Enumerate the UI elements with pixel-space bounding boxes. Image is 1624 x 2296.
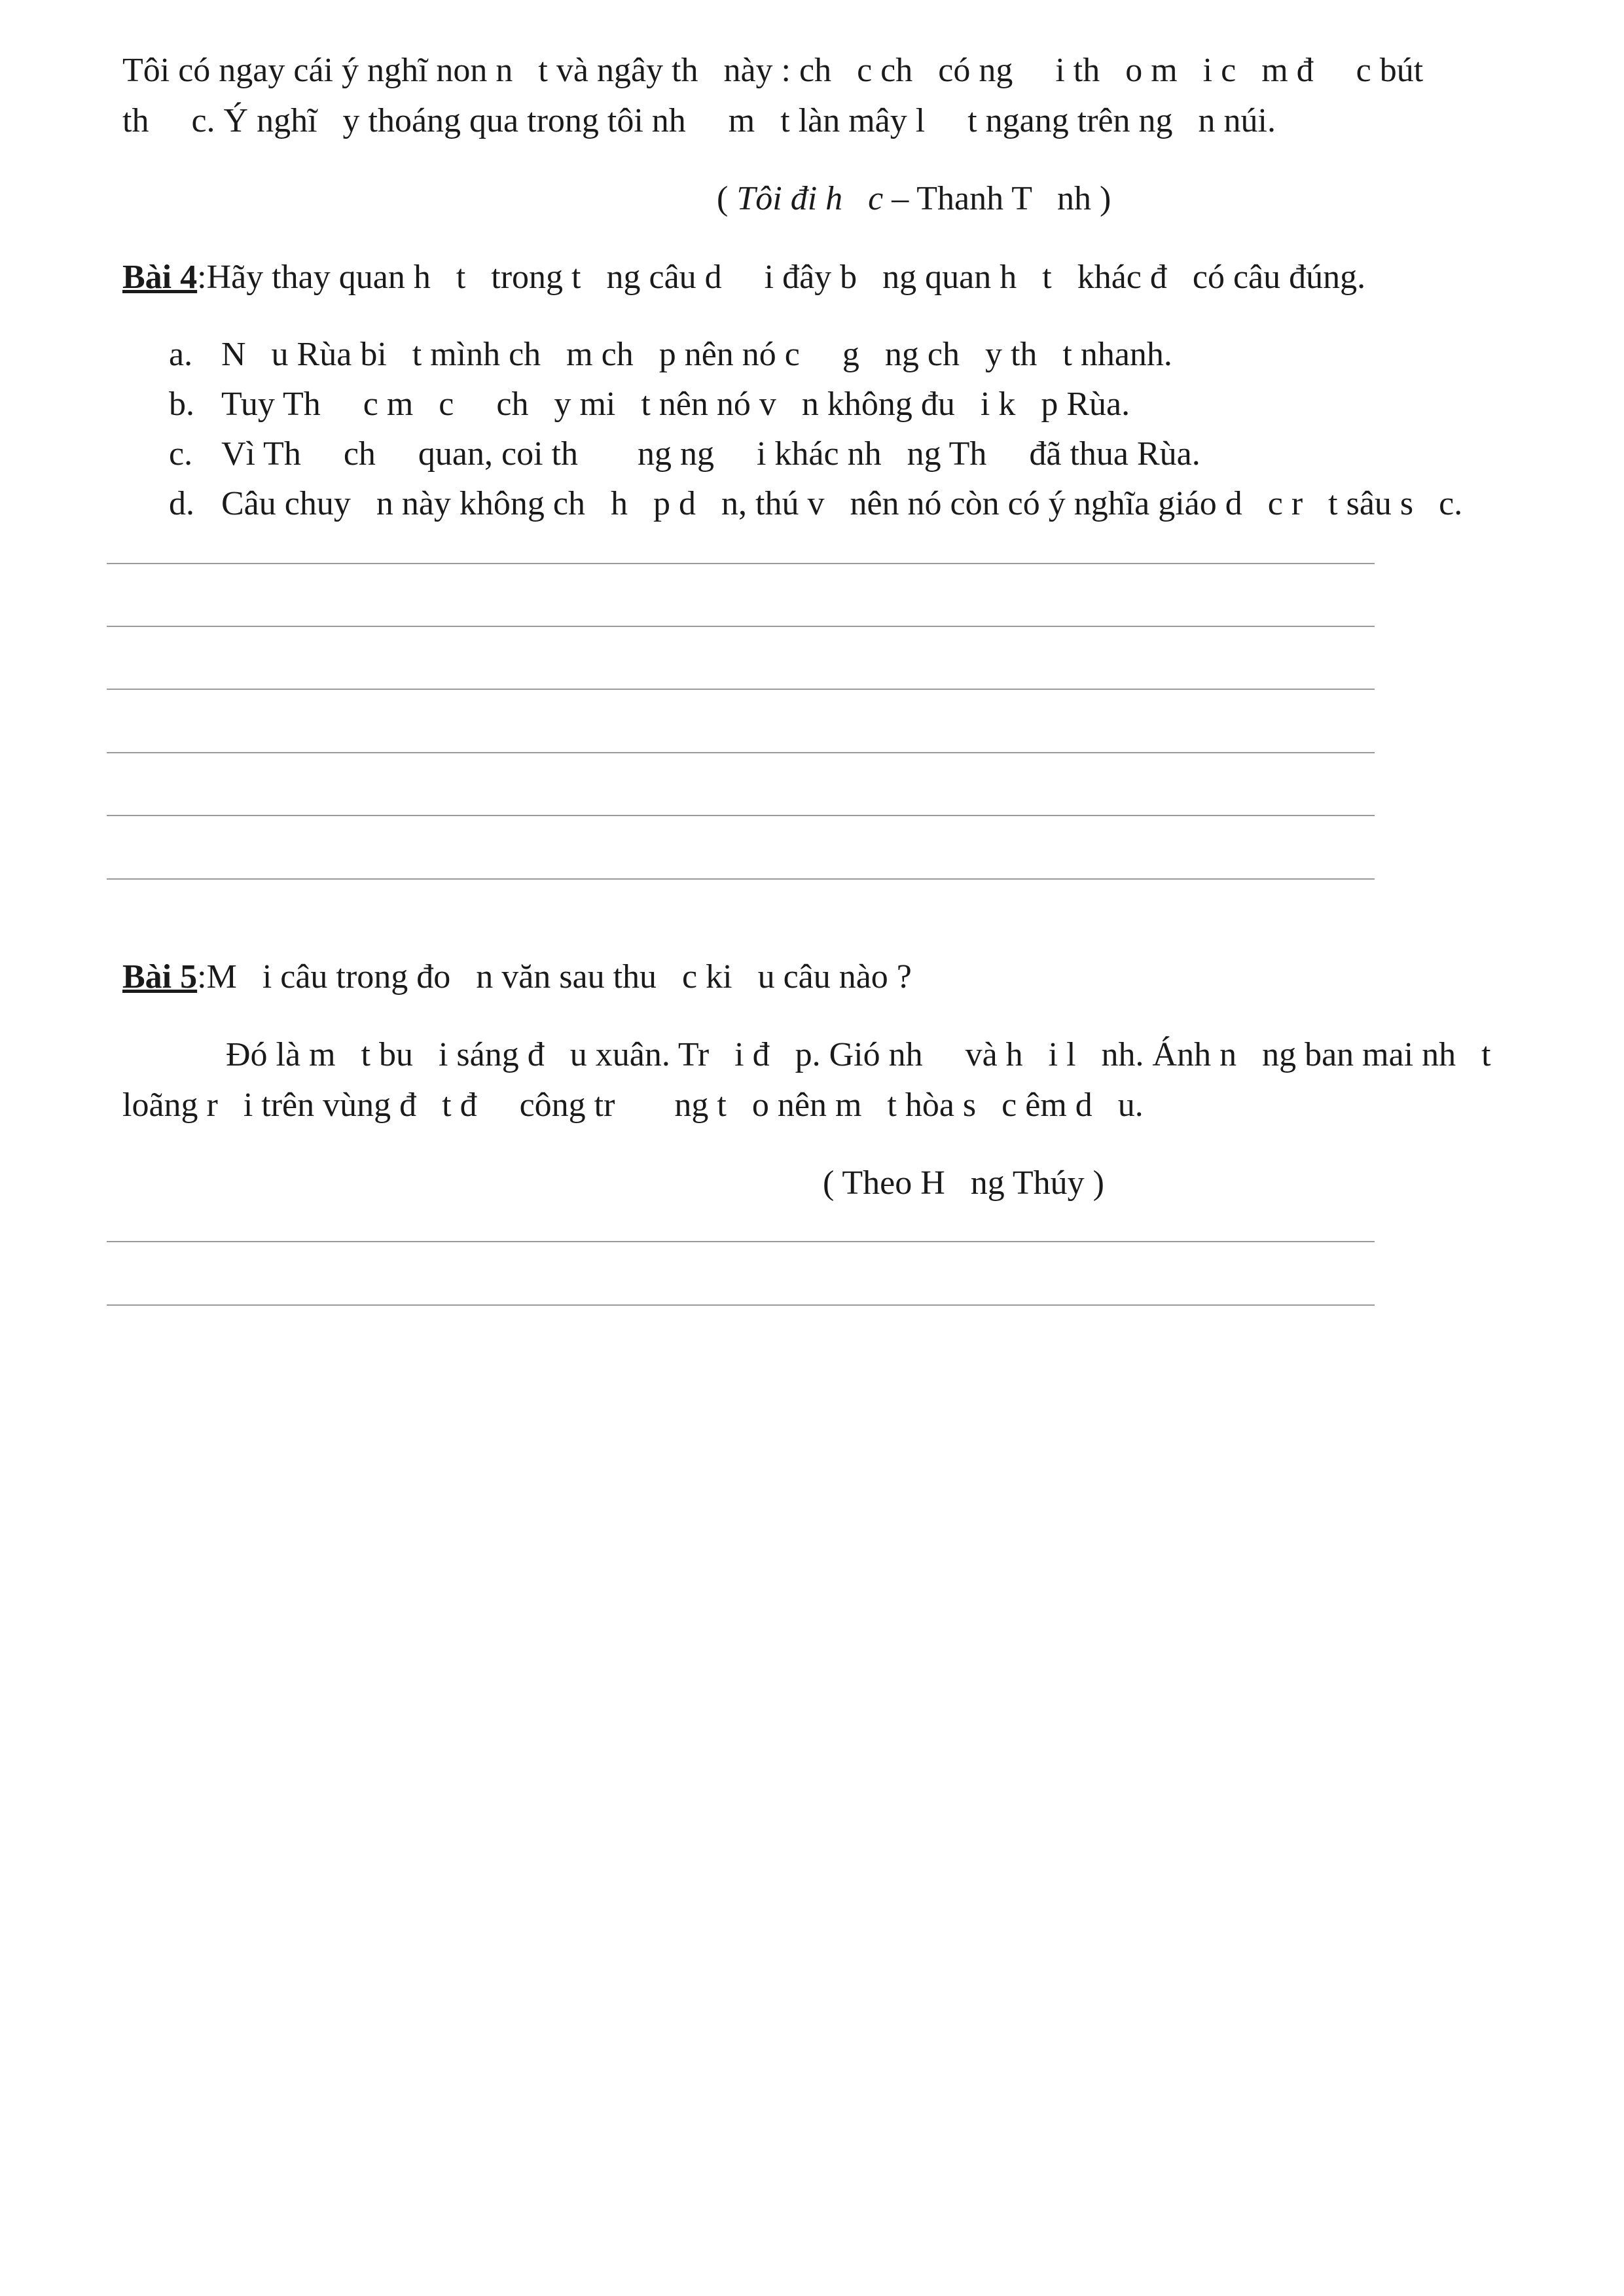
passage1-source [717,179,1111,219]
answer-line [107,878,1375,880]
answer-line [107,752,1375,753]
passage1-line2: th c. Ý nghĩ y thoáng qua trong tôi nh m t làn mây l t ngang trên ng n núi. [122,102,1276,139]
answer-line [107,815,1375,816]
answer-line [107,563,1375,564]
answer-line [107,689,1375,690]
list-item-text: N u Rùa bi t mình ch m ch p nên nó c g ng ch y th t nhanh. [221,336,1172,373]
bai5-prompt: :M i câu trong đo n văn sau thu c ki u câu nào ? [197,958,912,996]
bai5-label: Bài 5 [122,958,198,996]
bai4-heading [122,258,1365,297]
list-marker: d. [169,485,194,522]
bai5-passage-line2: loãng r i trên vùng đ t đ công tr ng t o nên m t hòa s c êm d u. [122,1086,1144,1124]
answer-line [107,1241,1375,1242]
bai5-source: ( Theo H ng Thúy ) [823,1164,1104,1202]
bai4-item-a [169,335,1172,374]
source-author: – Thanh T nh ) [892,180,1111,217]
bai5-passage-line1: Đó là m t bu i sáng đ u xuân. Tr i đ p. Gió nh và h i l nh. Ánh n ng ban mai nh t [226,1036,1491,1073]
bai4-item-d [169,484,1462,524]
bai5-heading [122,958,912,997]
list-item-text: Tuy Th c m c ch y mi t nên nó v n không đu i k p Rùa. [221,386,1130,423]
list-marker: a. [169,336,193,373]
passage1-line1: Tôi có ngay cái ý nghĩ non n t và ngây th này : ch c ch có ng i th o m i c m đ c bút [122,52,1424,89]
list-marker: b. [169,386,194,423]
bai4-prompt: :Hãy thay quan h t trong t ng câu d i đây b ng quan h t khác đ có câu đúng. [197,259,1366,296]
list-item-text: Câu chuy n này không ch h p d n, thú v nên nó còn có ý nghĩa giáo d c r t sâu s c. [221,485,1463,522]
source-open-paren: ( [717,180,737,217]
bai4-item-b [169,385,1130,424]
list-item-text: Vì Th ch quan, coi th ng ng i khác nh ng Th đã thua Rùa. [221,435,1200,473]
answer-line [107,626,1375,627]
answer-line [107,1304,1375,1306]
bai4-label: Bài 4 [122,259,198,296]
bai4-item-c [169,435,1200,474]
source-title: Tôi đi h c [736,180,884,217]
list-marker: c. [169,435,193,473]
